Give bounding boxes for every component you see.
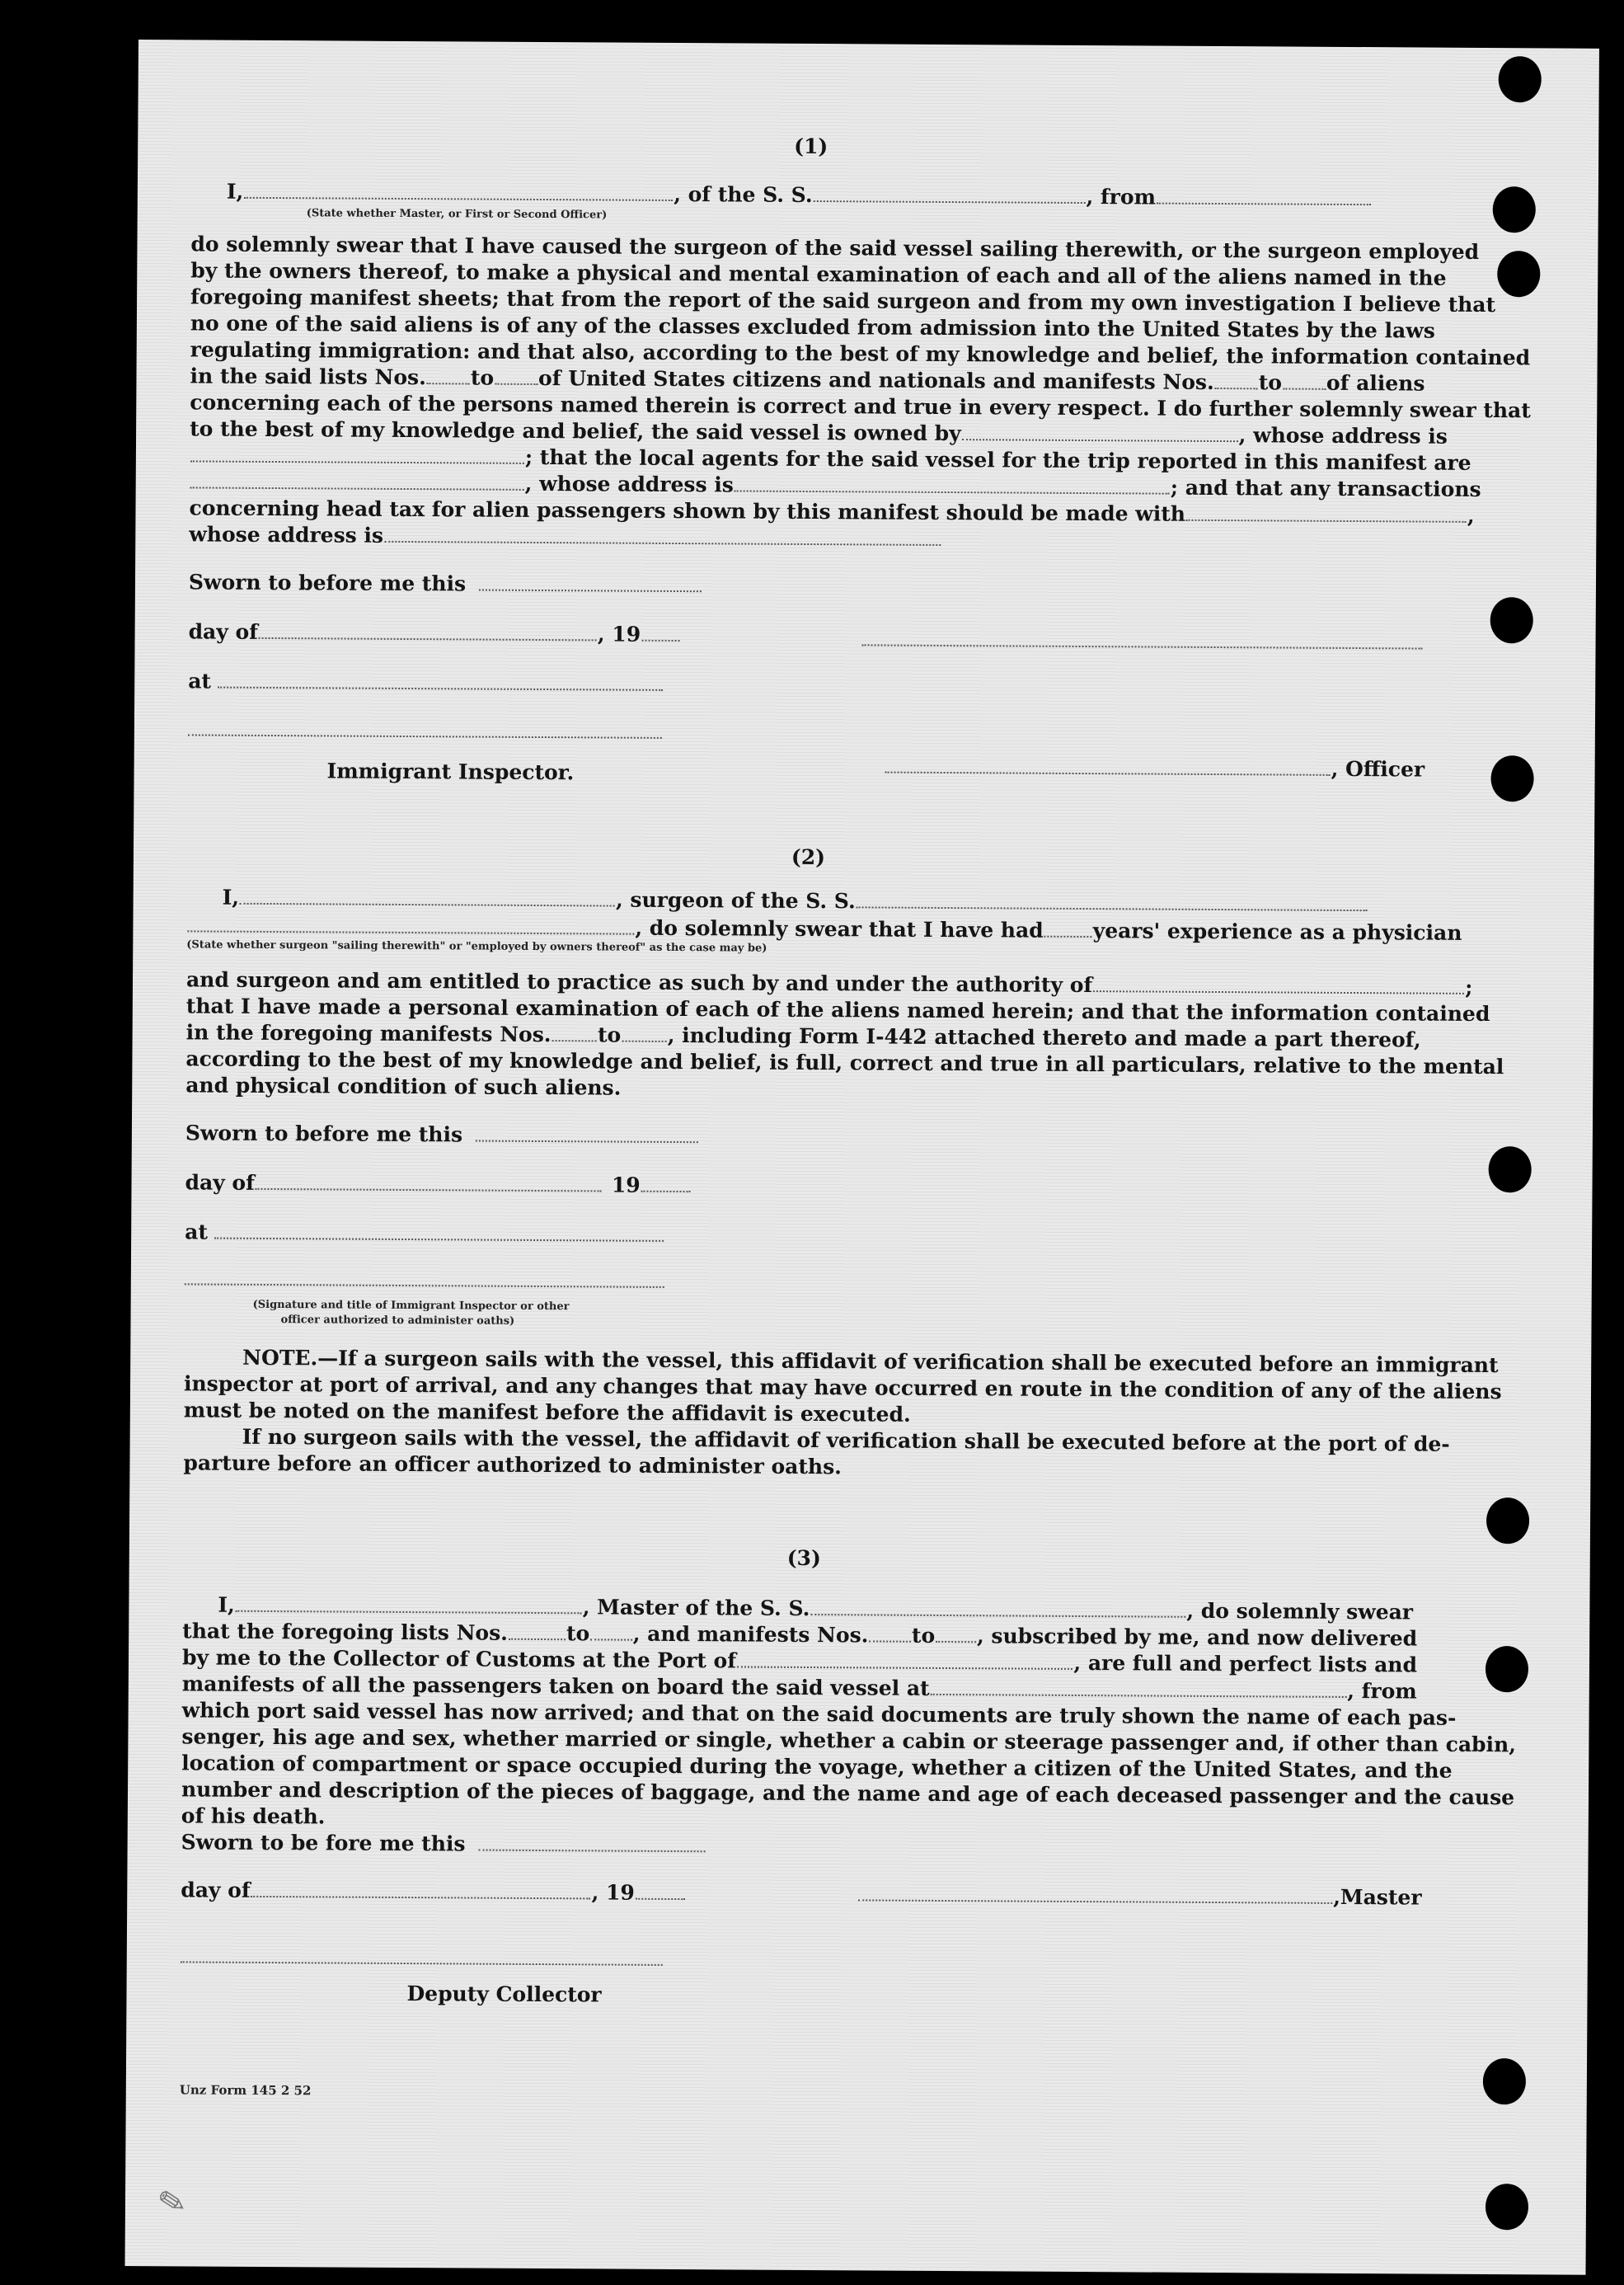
s1-dayof-label: day of <box>188 619 259 644</box>
s2-year-prefix: 19 <box>611 1173 641 1197</box>
s3-to-label: to <box>911 1623 936 1648</box>
s1-agent-address-label: , whose address is <box>524 471 734 497</box>
s1-at-label: at <box>188 669 212 693</box>
s2-authority-label: and surgeon and am entitled to practice as such by and under the authority of <box>185 967 1093 998</box>
s1-lists-from-field[interactable] <box>427 364 470 384</box>
s2-form-label: , including Form I-442 attached thereto and made a part thereof, <box>667 1023 1421 1052</box>
s2-signature-caption: (Signature and title of Immigrant Inspector or other <box>252 1298 570 1314</box>
punch-hole <box>1490 597 1533 643</box>
note-line: inspector at port of arrival, and any changes that may have occurred en route in the condition of any of the aliens <box>183 1371 1502 1404</box>
s3-lists-label: that the foregoing lists Nos. <box>182 1619 509 1645</box>
s1-lists-to-field[interactable] <box>495 365 537 385</box>
punch-hole <box>1488 1146 1531 1192</box>
s3-i-label: I, <box>218 1592 235 1617</box>
s2-vessel-field[interactable] <box>857 888 1368 911</box>
s1-vessel-field[interactable] <box>814 182 1086 204</box>
s3-port-label: by me to the Collector of Customs at the Port of <box>181 1645 737 1673</box>
s2-to-label: to <box>597 1023 622 1047</box>
s1-rank-note: (State whether Master, or First or Second Officer) <box>306 207 608 222</box>
s1-from-field[interactable] <box>1157 185 1371 206</box>
boarding-port-field[interactable] <box>931 1676 1347 1698</box>
s2-para-line: and physical condition of such aliens. <box>185 1073 622 1100</box>
s1-manifests-from-field[interactable] <box>1215 369 1258 389</box>
s1-para-line: by the owners thereof, to make a physical and mental examination of each and all of the aliens named in the <box>190 258 1447 290</box>
s1-owner-address-label: , whose address is <box>1238 423 1448 449</box>
owner-field[interactable] <box>962 421 1238 442</box>
s1-para-line: foregoing manifest sheets; that from the report of the said surgeon and from my own investigation I believe that <box>190 284 1496 317</box>
s2-solemnly-label: , do solemnly swear that I have had <box>635 915 1044 943</box>
s3-lists-from-field[interactable] <box>509 1620 566 1640</box>
s1-lists-label: in the said lists Nos. <box>190 364 426 390</box>
s1-sworn-label: Sworn to before me this <box>188 570 467 596</box>
master-signature-field[interactable] <box>858 1881 1332 1904</box>
s1-sworn-day-field[interactable] <box>479 571 702 593</box>
s1-sworn-line <box>189 569 702 599</box>
s1-ss-label: , of the S. S. <box>674 181 813 207</box>
s3-ss-label: , Master of the S. S. <box>582 1595 810 1621</box>
s2-place-field[interactable] <box>214 1220 664 1242</box>
inspector-signature-line[interactable] <box>188 734 662 739</box>
s2-sworn-line <box>185 1120 699 1150</box>
s1-para-line: do solemnly swear that I have caused the surgeon of the said vessel sailing therewith, or the surgeon employed <box>190 232 1480 264</box>
section-2-number: (2) <box>791 844 826 870</box>
s3-solemnly-label: , do solemnly swear <box>1186 1598 1414 1624</box>
agent-address-field[interactable] <box>735 472 1170 494</box>
s2-para-line: that I have made a personal examination of each of the aliens named herein; and that the information contained <box>185 994 1490 1027</box>
s3-dayof-label: day of <box>181 1878 251 1902</box>
authority-field[interactable] <box>1093 972 1464 994</box>
note-line: NOTE.—If a surgeon sails with the vessel, this affidavit of verification shall be executed before an immigrant <box>242 1345 1499 1378</box>
owner-address-field[interactable] <box>190 442 524 463</box>
officer-label: , Officer <box>1331 756 1425 782</box>
officer-rank-signature-field[interactable] <box>885 754 1331 776</box>
s1-to-label: to <box>1258 370 1283 395</box>
s3-perfect-lists-label: , are full and perfect lists and <box>1073 1650 1418 1677</box>
headtax-address-field[interactable] <box>384 523 941 546</box>
s3-master-line <box>857 1881 1421 1911</box>
s1-month-field[interactable] <box>259 619 597 642</box>
s1-officer-line <box>885 754 1425 783</box>
s3-para-line: senger, his age and sex, whether married or single, whether a cabin or steerage passenger and, if other than cabin, <box>181 1724 1517 1757</box>
headtax-contact-field[interactable] <box>1186 501 1467 523</box>
s1-headtax-address-line <box>189 521 941 552</box>
s1-citizens-label: of United States citizens and nationals and manifests Nos. <box>538 365 1214 394</box>
note-line: If no surgeon sails with the vessel, the affidavit of verification shall be executed before at the port of de- <box>242 1424 1450 1456</box>
s1-owned-label: to the best of my knowledge and belief, the said vessel is owned by <box>190 416 961 446</box>
s3-month-field[interactable] <box>251 1878 591 1900</box>
s2-dayof-label: day of <box>185 1170 255 1195</box>
s3-sworn-label: Sworn to be fore me this <box>181 1830 466 1856</box>
s3-lists-to-field[interactable] <box>590 1620 632 1640</box>
s3-subscribed-label: , subscribed by me, and now delivered <box>976 1624 1418 1651</box>
punch-hole <box>1483 2058 1526 2104</box>
s2-year-field[interactable] <box>641 1173 691 1192</box>
punch-hole <box>1486 1497 1529 1544</box>
s1-place-field[interactable] <box>218 669 663 691</box>
form-identifier: Unz Form 145 2 52 <box>179 2082 312 2099</box>
s1-year-prefix: , 19 <box>597 622 641 646</box>
officer-rank-field[interactable] <box>244 179 673 201</box>
s2-para-line: according to the best of my knowledge and belief, is full, correct and true in all particulars, relative to the mental <box>185 1046 1504 1079</box>
s1-agents-label: ; that the local agents for the said vessel for the trip reported in this manifest are <box>524 444 1471 475</box>
handwritten-mark: ✎ <box>154 2181 190 2225</box>
section-1-number: (1) <box>794 134 828 159</box>
s3-day-line <box>181 1877 686 1907</box>
s3-year-field[interactable] <box>636 1880 685 1900</box>
s1-i-label: I, <box>226 179 244 204</box>
port-field[interactable] <box>737 1648 1073 1669</box>
s3-year-prefix: , 19 <box>591 1880 635 1905</box>
s3-from-label: , from <box>1347 1678 1417 1704</box>
punch-hole <box>1493 186 1536 233</box>
s1-transactions-label: ; and that any transactions <box>1170 475 1481 501</box>
s3-para-line: of his death. <box>181 1803 326 1829</box>
s1-para-line: concerning each of the persons named therein is correct and true in every respect. I do further solemnly swear that <box>190 390 1531 423</box>
note-line: parture before an officer authorized to administer oaths. <box>183 1450 843 1479</box>
section-3-number: (3) <box>786 1545 821 1571</box>
punch-hole <box>1486 1646 1528 1692</box>
s3-manifests-label: , and manifests Nos. <box>632 1621 869 1648</box>
officer-signature-line[interactable] <box>862 644 1423 649</box>
deputy-collector-label: Deputy Collector <box>406 1982 602 2007</box>
master-name-field[interactable] <box>236 1592 582 1615</box>
s3-sworn-day-field[interactable] <box>478 1831 705 1853</box>
master-label: ,Master <box>1333 1884 1422 1910</box>
punch-hole <box>1499 56 1542 102</box>
form-sheet <box>125 40 1599 2275</box>
s3-sworn-line <box>181 1829 706 1859</box>
semicolon: ; <box>1465 975 1473 999</box>
s1-from-label: , from <box>1086 185 1157 209</box>
s1-to-label: to <box>470 365 495 390</box>
years-experience-field[interactable] <box>1044 918 1092 938</box>
s1-para-line: regulating immigration: and that also, according to the best of my knowledge and belief, the information contained <box>190 337 1531 370</box>
s2-day-line <box>185 1169 691 1199</box>
s2-ss-label: , surgeon of the S. S. <box>615 887 856 914</box>
surgeon-name-field[interactable] <box>240 885 615 907</box>
agents-field[interactable] <box>190 468 524 490</box>
s3-manifests-from-field[interactable] <box>869 1622 911 1642</box>
s3-para-line: number and description of the pieces of baggage, and the name and age of each deceased passenger and the cause <box>181 1777 1515 1810</box>
s2-experience-label: years' experience as a physician <box>1092 919 1462 945</box>
s2-surgeon-note: (State whether surgeon "sailing therewith" or "employed by owners thereof" as the case may be) <box>186 938 767 955</box>
s2-manifests-from-field[interactable] <box>552 1022 598 1041</box>
s1-para-line: no one of the said aliens is of any of the classes excluded from admission into the United States by the laws <box>190 311 1435 343</box>
s3-vessel-field[interactable] <box>810 1596 1185 1618</box>
s3-manifests-to-field[interactable] <box>936 1623 976 1643</box>
s1-whose-address-label: whose address is <box>189 522 384 548</box>
s2-signature-line[interactable] <box>185 1283 664 1288</box>
deputy-collector-signature-line[interactable] <box>181 1961 663 1966</box>
s1-at-line <box>188 668 664 698</box>
s2-sworn-day-field[interactable] <box>476 1122 698 1144</box>
s2-i-label: I, <box>222 885 240 910</box>
s1-manifests-to-field[interactable] <box>1283 369 1326 389</box>
s3-para-line: which port said vessel has now arrived; and that on the said documents are truly shown the name of each pas- <box>181 1698 1457 1730</box>
s2-signature-caption: officer authorized to administer oaths) <box>280 1314 515 1328</box>
s2-at-label: at <box>185 1220 209 1244</box>
punch-hole <box>1490 755 1533 802</box>
note-line: must be noted on the manifest before the affidavit is executed. <box>183 1398 911 1427</box>
s1-day-line <box>189 618 681 648</box>
s1-aliens-label: of aliens <box>1326 370 1425 396</box>
s2-manifests-label: in the foregoing manifests Nos. <box>185 1020 552 1047</box>
surgeon-type-field[interactable] <box>187 912 634 934</box>
immigrant-inspector-label: Immigrant Inspector. <box>326 759 575 785</box>
s3-to-label: to <box>566 1621 590 1646</box>
s1-year-field[interactable] <box>641 622 679 642</box>
s3-para-line: location of compartment or space occupied during the voyage, whether a citizen of the United States, and the <box>181 1751 1453 1783</box>
s2-month-field[interactable] <box>256 1170 602 1192</box>
punch-hole <box>1497 251 1540 297</box>
s1-headtax-label: concerning head tax for alien passengers shown by this manifest should be made with <box>189 496 1186 526</box>
s2-sworn-label: Sworn to before me this <box>185 1121 463 1147</box>
s2-at-line <box>185 1219 664 1248</box>
comma: , <box>1467 503 1475 528</box>
s3-boarded-label: manifests of all the passengers taken on board the said vessel at <box>181 1671 930 1700</box>
s2-manifests-to-field[interactable] <box>622 1023 667 1042</box>
punch-hole <box>1486 2184 1528 2230</box>
